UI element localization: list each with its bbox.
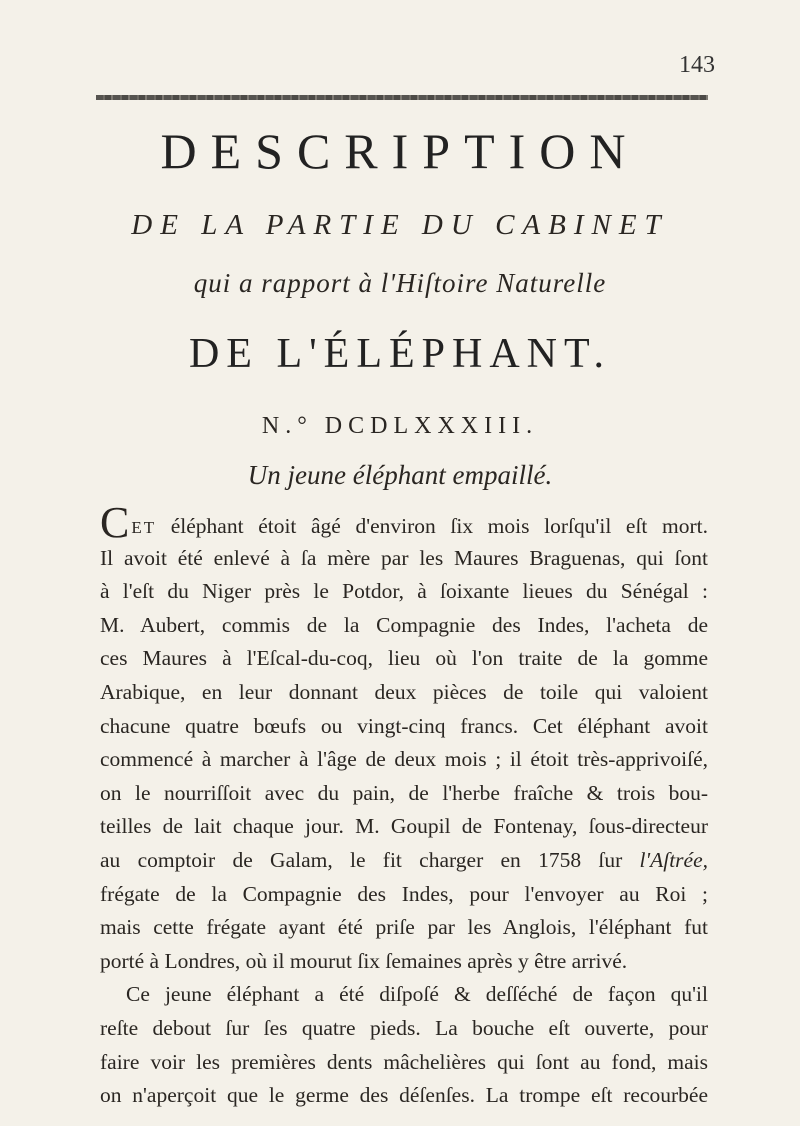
subtitle: DE LA PARTIE DU CABINET [131,209,669,241]
ship-name: l'Aſtrée, [639,847,709,872]
text-line: porté à Londres, où il mourut ſix ſemaines après y être arrivé. [100,948,628,973]
text-line: Arabique, en leur donnant deux pièces de toile qui valoient [100,679,708,704]
subtitle-italic: qui a rapport à l'Hiſtoire Naturelle [193,268,607,298]
entry-number: N.° DCDLXXXIII. [261,413,539,439]
decorative-rule [96,95,708,100]
drop-cap: C [100,498,130,547]
body-text [100,498,709,1113]
text-line: reſte debout ſur ſes quatre pieds. La bouche eſt ouverte, pour [100,1015,708,1040]
text-line-content: au comptoir de Galam, le fit charger en 1758 ſur [100,847,623,872]
text-line [100,844,708,878]
text-line: on n'aperçoit que le germe des déſenſes. La trompe eſt recourbée [100,1083,708,1108]
text-line: commencé à marcher à l'âge de deux mois ; il étoit très-apprivoiſé, [100,747,708,772]
text-line-content: éléphant étoit âgé d'environ ſix mois lorſqu'il eſt mort. [156,514,708,538]
text-line: mais cette frégate ayant été priſe par les Anglois, l'éléphant fut [100,915,708,940]
page-title: DESCRIPTION [160,123,640,179]
page-number: 143 [679,52,715,78]
section-heading: DE L'ÉLÉPHANT. [188,331,612,377]
text-line: faire voir les premières dents mâchelières qui ſont au fond, mais [100,1049,708,1074]
text-line: M. Aubert, commis de la Compagnie des Indes, l'acheta de [100,612,708,637]
text-line: teilles de lait chaque jour. M. Goupil de Fontenay, ſous-directeur [100,814,708,839]
text-line: on le nourriſſoit avec du pain, de l'herbe fraîche & trois bou- [100,780,708,805]
text-line: Ce jeune éléphant a été diſpoſé & deſſéché de façon qu'il [126,982,708,1007]
text-line [100,498,708,547]
text-line: frégate de la Compagnie des Indes, pour l'envoyer au Roi ; [100,881,708,906]
text-line: à l'eſt du Niger près le Potdor, à ſoixante lieues du Sénégal : [100,579,708,604]
text-line: Il avoit été enlevé à ſa mère par les Maures Braguenas, qui ſont [100,545,708,570]
text-line: chacune quatre bœufs ou vingt-cinq francs. Cet éléphant avoit [100,713,708,738]
text-line: ces Maures à l'Eſcal-du-coq, lieu où l'on traite de la gomme [100,646,708,671]
entry-caption: Un jeune éléphant empaillé. [247,460,553,490]
small-caps: ET [131,518,157,537]
